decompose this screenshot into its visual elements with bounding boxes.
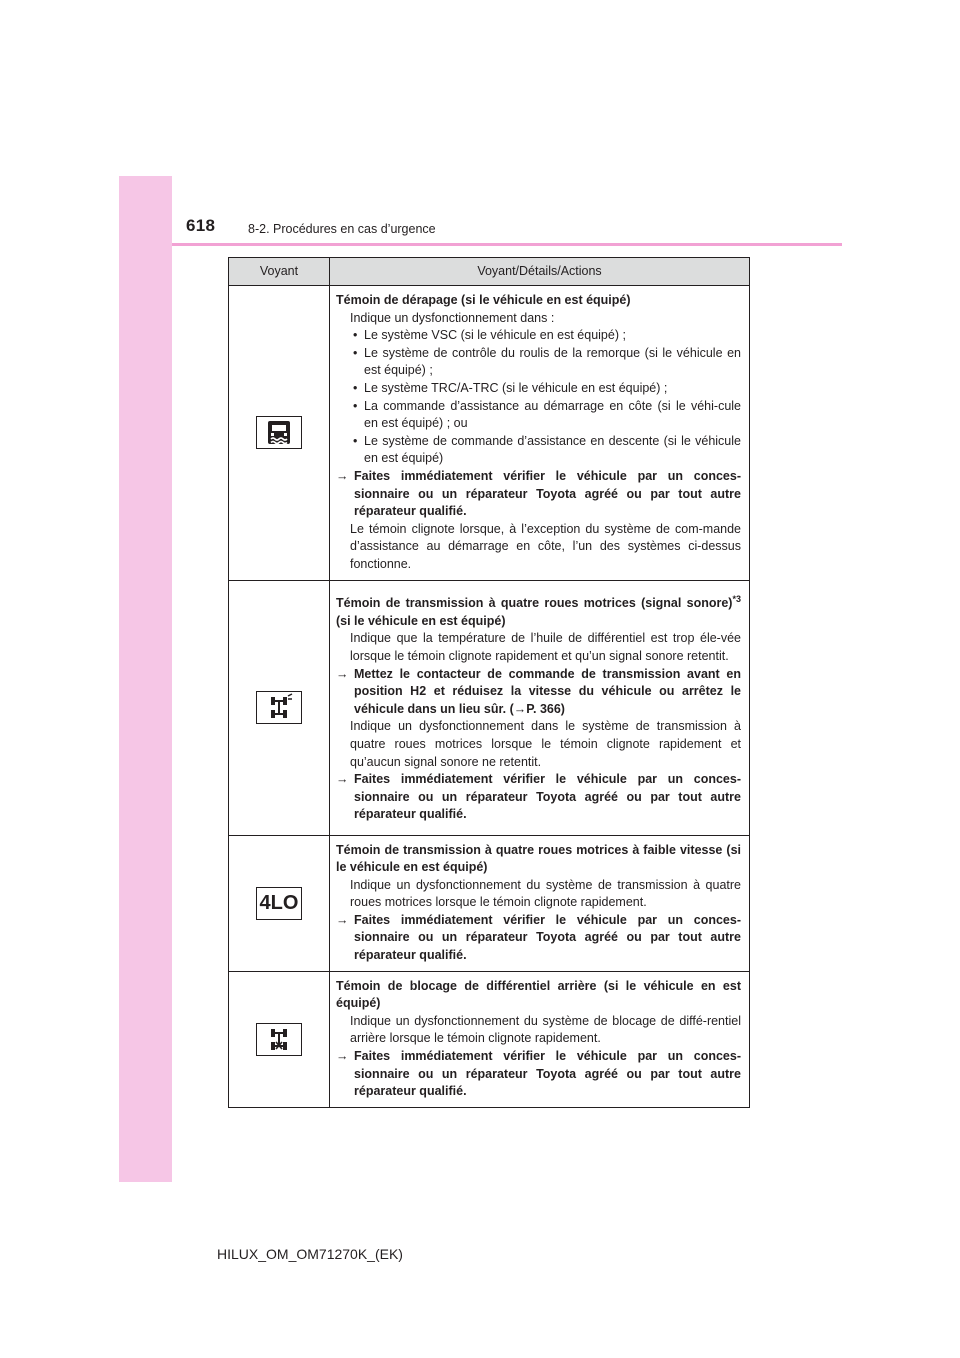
warning-light-table bbox=[228, 257, 750, 1108]
table-row bbox=[229, 580, 750, 835]
header-rule bbox=[172, 243, 842, 246]
section-title: 8-2. Procédures en cas d’urgence bbox=[248, 222, 436, 236]
column-header-details: Voyant/Détails/Actions bbox=[330, 258, 750, 286]
indicator-title: Témoin de blocage de différentiel arrière (si le véhicule en est équipé) bbox=[336, 978, 741, 1011]
action-instruction bbox=[336, 912, 741, 965]
column-header-indicator: Voyant bbox=[229, 258, 330, 286]
indicator-cell bbox=[229, 971, 330, 1107]
action-text: Faites immédiatement vérifier le véhicule par un conces-sionnaire ou un réparateur Toyota agréé ou par tout autre réparateur qualifié. bbox=[354, 772, 741, 822]
table-row bbox=[229, 286, 750, 581]
indicator-cell bbox=[229, 580, 330, 835]
action-text: Mettez le contacteur de commande de transmission avant en position H2 et réduisez la vitesse du véhicule ou arrêtez le véhicule dans un lieu sûr. (→P. 366) bbox=[354, 666, 741, 716]
footnote-mark: *3 bbox=[732, 594, 741, 605]
arrow-icon: → bbox=[336, 912, 349, 927]
list-item: • Le système de commande d’assistance en descente (si le véhicule en est équipé) bbox=[336, 433, 741, 468]
arrow-icon: → bbox=[336, 1049, 349, 1064]
rear-differential-lock-icon bbox=[256, 1023, 302, 1056]
action-text: Faites immédiatement vérifier le véhicule par un conces-sionnaire ou un réparateur Toyota agréé ou par tout autre réparateur qualifié. bbox=[354, 468, 741, 519]
list-item: • La commande d’assistance au démarrage en côte (si le véhi-cule en est équipé) ; ou bbox=[336, 398, 741, 433]
action-text: Faites immédiatement vérifier le véhicule par un conces-sionnaire ou un réparateur Toyota agréé ou par tout autre réparateur qualifié. bbox=[354, 1049, 741, 1099]
arrow-icon: → bbox=[336, 468, 349, 483]
4lo-indicator-icon bbox=[256, 887, 302, 920]
description: Indique un dysfonctionnement dans : bbox=[350, 310, 555, 325]
title-text: Témoin de transmission à quatre roues motrices (signal sonore) bbox=[336, 596, 733, 611]
list-item: • Le système VSC (si le véhicule en est équipé) ; bbox=[336, 327, 741, 345]
arrow-icon: → bbox=[336, 666, 349, 681]
document-code: HILUX_OM_OM71270K_(EK) bbox=[217, 1246, 403, 1262]
description: Indique un dysfonctionnement dans le système de transmission à quatre roues motrices lorsque le témoin clignote rapidement et qu’aucun signal sonore ne retentit. bbox=[350, 719, 741, 769]
arrow-icon: → bbox=[336, 772, 349, 787]
description: Indique un dysfonctionnement du système de blocage de diffé-rentiel arrière lorsque le témoin clignote rapidement. bbox=[350, 1013, 741, 1046]
chapter-tab bbox=[119, 176, 172, 1182]
list-item: • Le système de contrôle du roulis de la remorque (si le véhicule en est équipé) ; bbox=[336, 345, 741, 380]
page-number: 618 bbox=[186, 216, 216, 235]
table-header-row bbox=[229, 258, 750, 286]
four-wheel-drive-icon bbox=[256, 691, 302, 724]
details-cell bbox=[330, 580, 750, 835]
4lo-label: 4LO bbox=[259, 891, 299, 914]
indicator-title: Témoin de dérapage (si le véhicule en est équipé) bbox=[336, 293, 631, 307]
indicator-cell bbox=[229, 835, 330, 971]
slip-indicator-icon bbox=[256, 416, 302, 449]
title-suffix: (si le véhicule en est équipé) bbox=[336, 613, 506, 628]
action-instruction bbox=[336, 666, 741, 719]
details-cell bbox=[330, 971, 750, 1107]
action-instruction bbox=[336, 771, 741, 824]
list-item: • Le système TRC/A-TRC (si le véhicule en est équipé) ; bbox=[336, 380, 741, 398]
description: Indique un dysfonctionnement du système de transmission à quatre roues motrices lorsque le témoin clignote rapidement. bbox=[350, 877, 741, 910]
details-cell bbox=[330, 286, 750, 581]
table-row bbox=[229, 835, 750, 971]
description: Indique que la température de l’huile de différentiel est trop éle-vée lorsque le témoin clignote rapidement et qu’un signal sonore retentit. bbox=[350, 631, 741, 663]
indicator-title bbox=[336, 591, 741, 630]
indicator-title: Témoin de transmission à quatre roues motrices à faible vitesse (si le véhicule en est équipé) bbox=[336, 842, 741, 875]
action-instruction bbox=[336, 1048, 741, 1101]
details-cell bbox=[330, 835, 750, 971]
note: Le témoin clignote lorsque, à l’exception du système de com-mande d’assistance au démarrage en côte, l’un des systèmes ci-dessus fonctionne. bbox=[350, 521, 741, 571]
indicator-cell bbox=[229, 286, 330, 581]
action-instruction bbox=[336, 468, 741, 521]
action-text: Faites immédiatement vérifier le véhicule par un conces-sionnaire ou un réparateur Toyota agréé ou par tout autre réparateur qualifié. bbox=[354, 912, 741, 963]
table-row bbox=[229, 971, 750, 1107]
